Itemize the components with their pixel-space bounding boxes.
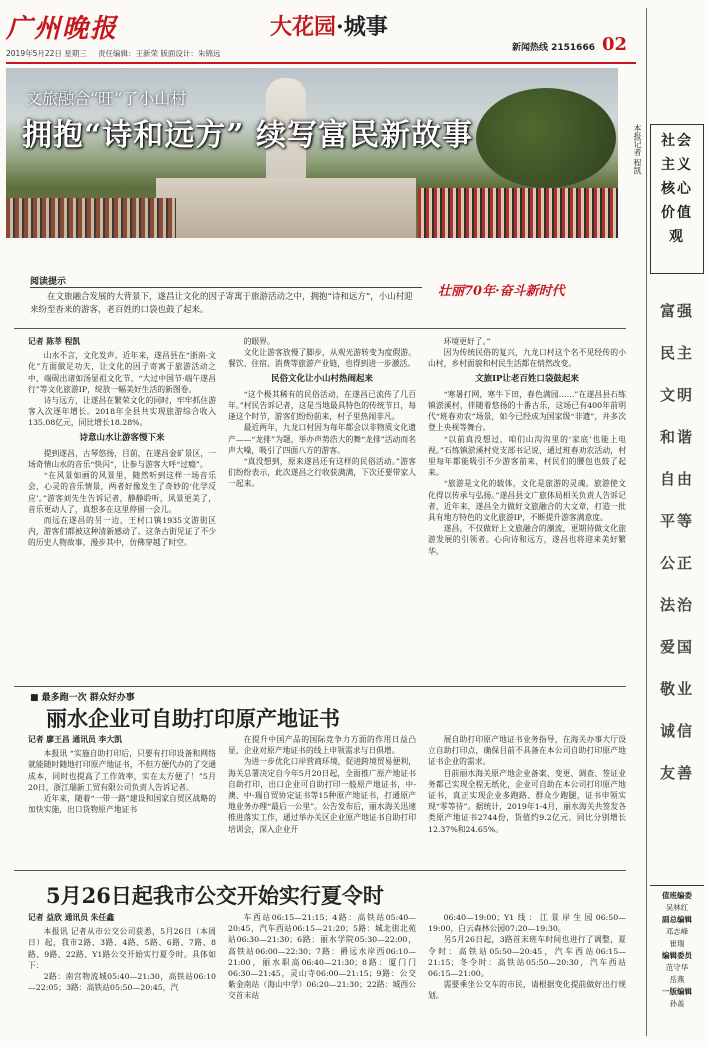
article1-subhead: 诗意山水让游客慢下来: [79, 432, 165, 443]
stage-shape: [156, 178, 416, 238]
section-title: [270, 10, 388, 41]
core-values-title-line: 社会主义: [661, 133, 693, 173]
core-values-list: [650, 290, 704, 794]
article2-para: 目前丽水海关原产地企业备案、变更、调查、签证业务都已实现全程无纸化，企业可自助在本公司打印原产地证书，真正实现企业多跑路、群众少跑腿，证书申领实现“零等待”。据统计，2019年1-4月，丽水海关共签发各类原产地证书2744份，货值约9.2亿元，同比分别增长12.37%和24.65%。: [428, 768, 626, 834]
core-values-box: [650, 124, 704, 274]
article2-kicker: ■ 最多跑一次 群众好办事: [30, 693, 135, 703]
article2-para: 近年来，随着“一带一路”建设和国家自贸区战略的加快实施，出口货物原产地证书: [28, 794, 216, 815]
duty-editor-line: 编辑委员: [662, 951, 692, 960]
crowd-right-shape: [418, 188, 618, 238]
section-title-a: 大花园: [270, 14, 337, 40]
core-value: 爱国: [659, 638, 694, 656]
article3-col2: [228, 912, 416, 1040]
article1-col2: [228, 336, 416, 682]
hero-byline: 本报记者 程凯: [633, 124, 642, 175]
article3-para: 06:40—19:00；Y1线：江景岸生园06:50—19:00，白云森林公园07:20—19:30。: [428, 913, 626, 934]
hero-headline: 拥抱“诗和远方” 续写富民新故事: [22, 118, 473, 153]
core-value: 文明: [659, 386, 694, 404]
core-value: 友善: [659, 764, 694, 782]
digest-text: 在文旅融合发展的大背景下，遂昌让文化的因子寄寓于旅游活动之中，拥抱“诗和远方”，小山村迎来纷至沓来的游客，老百姓的口袋也鼓了起来。: [30, 292, 413, 315]
tree-shape: [476, 88, 616, 188]
core-value: 自由: [659, 470, 694, 488]
divider: [14, 686, 626, 687]
duty-editor-line: 值班编委: [662, 891, 692, 900]
core-values-title-line: 核心: [661, 181, 693, 197]
article2-byline: 记者 廖王昌 通讯员 李大凯: [28, 735, 122, 744]
article1-byline: 记者 陈莘 程凯: [28, 337, 81, 346]
article3-para: 车西站06:15—21:15；4路：高铁站05:40—20:45，汽车西站06:15—21:20；5路：城北街北苑站06:30—21:30；6路：丽水学院05:30—22:00，高铁站06:00—22:30；7路：爵远水岸西06:10—21:00，丽水职高06:40—21:30；8路：厦门门06:30—21:45，灵山寺06:00—21:15；9路：公交紫金南站（海山中学）06:20—21:30；22路：城西公交首末站: [228, 913, 416, 1001]
section-title-b: 城事: [343, 14, 388, 40]
article1-subhead: 文旅IP让老百姓口袋鼓起来: [475, 373, 579, 384]
article3-col1: [28, 912, 216, 1040]
duty-editors: [650, 885, 704, 1010]
article2-col2: [228, 734, 416, 866]
article1-para: “这个极其稀有的民俗活动，在遂昌已流传了几百年。”村民告诉记者，这是当地最具特色的传统节日，每逢这个时节，游客们纷纷前来，村子里热闹非凡。: [228, 389, 416, 422]
core-value: 敬业: [659, 680, 694, 698]
article1-para: 环境更好了。”: [443, 337, 491, 346]
core-values-title: [655, 129, 699, 249]
core-value: 和谐: [659, 428, 694, 446]
article2-col1: [28, 734, 216, 866]
core-values-title-line: 价值观: [661, 205, 693, 245]
crowd-left-shape: [6, 198, 176, 238]
article1-para: 文化让游客放慢了脚步，从观光游转变为度假游。餐饮、住宿、消费等旅游产业链，也得到进一步激活。: [228, 348, 416, 369]
article2-para: 在提升中国产品的国际竞争力方面的作用日益凸显，企业对原产地证书的线上申领需求与日俱增。: [228, 735, 416, 756]
duty-editor-line: 范守华: [665, 963, 689, 972]
article3-para: 2路：南宫物流城05:40—21:30，高铁站06:10—22:05；3路：高铁站05:50—20:45，汽: [28, 972, 216, 993]
core-value: 法治: [659, 596, 694, 614]
article3-para: 另5月26日起，3路首末班车时间也进行了调整，夏令时：高铁站05:50—20:45，汽车西站06:15—21:15；冬令时：高铁站05:50—20:30，汽车西站06:15—21:00。: [428, 935, 626, 979]
core-value: 民主: [659, 344, 694, 362]
article2-kicker-text: 最多跑一次 群众好办事: [41, 693, 135, 703]
page-number: 02: [602, 34, 628, 55]
article2-para: 本报讯 “实施自助打印后，只要有打印设备和网络就能随时随地打印原产地证书，不但方便代办的了交通成本，同时也提高了工作效率，实在太方便了！”5月20日，浙江瑞新工贸有限公司负责人告诉记者。: [28, 749, 216, 792]
article1-para: “在风景如画的风景里，随然听到这样一场音乐会，心灵的音乐情景，两者好像发生了奇妙的‘化学反应’。”游客刘先生告诉记者，静静聆听，风景更美了，音乐更动人了，真想多在这里停留一会儿。: [28, 471, 216, 514]
article1-para: 的眼界。: [243, 337, 275, 346]
article1-para: 山水不言，文化发声。近年来，遂昌县在“浙南·文化”方面做足功夫，让文化的因子寄寓于旅游活动之中，端砚出诸如汤显祖文化节、“大过中国节·端午遂昌行”等文化旅游IP，绽放一幅美好生活的新图卷。: [28, 351, 216, 394]
news-hotline: 新闻热线 2151666: [512, 43, 595, 53]
article1-col3: [428, 336, 626, 682]
article3-headline: 5月26日起我市公交开始实行夏令时: [46, 883, 384, 908]
section-title-sep: ·: [336, 14, 344, 40]
anniversary-slogan: 壮丽70年·奋斗新时代: [438, 284, 565, 299]
core-value: 公正: [659, 554, 694, 572]
article1-para: 而远在遂昌的另一边，王村口镇1935文游街区内，游客们都被这种清新感动了。这条古街见证了不少的历史人物故事，漫步其中，仿佛穿越了时空。: [28, 516, 216, 548]
article1-para: 最近两年，九龙口村因为每年都会以非物质文化遗产——“龙排”为题，举办声势浩大的舞“龙排”活动而名声大噪，吸引了四面八方的游客。: [228, 423, 416, 455]
digest-label: 阅读提示: [30, 277, 67, 287]
duty-editor-line: 岳燕: [669, 975, 685, 984]
article1-para: “旅游是文化的载体，文化是旅游的灵魂。旅游使文化得以传承与弘扬。”遂昌县文广旅体局相关负责人告诉记者，近年来，遂昌全力做好文旅融合的大文章，打造一批具有地方特色的文化旅游IP，不断提升游客满意度。: [428, 479, 626, 523]
article1-para: 遂昌，不仅做好上文旅融合的潮流，更期待做文化旅游发展的引领者。心向诗和远方，遂昌也将迎来美好繁华。: [428, 524, 626, 556]
newspaper-logo: 广州晚报: [6, 14, 119, 44]
article2-col3: [428, 734, 626, 866]
duty-editor-line: 副总编辑: [662, 915, 692, 924]
masthead-rule: [6, 62, 636, 64]
article2-para: 展自助打印原产地证书业务指导，在海关办事大厅设立自助打印点，确保目前不具备在本公司自助打印原产地证书企业的需求。: [428, 735, 626, 767]
article2-para: 为进一步优化口岸营商环境，促进跨境贸易便利，海关总署决定自今年5月20日起，全面推广原产地证书自助打印，出口企业可自助打印一般原产地证书，中-澳、中-瑞自贸协定证书等15种原产地证书，打通原产地业务办理“最后一公里”。公告发布后，丽水海关迅速推进落实工作，通过举办关区企业原产地证书自助打印培训会，深入企业开: [228, 757, 416, 834]
page-editors: 责任编辑：王新荣 版面设计：朱锦远: [98, 49, 221, 58]
dateline: 2019年5月22日 星期三: [6, 49, 87, 58]
article1-para: 提到遂昌，古琴悠扬，目前，在遂昌金矿景区，一场奇情山水的音乐“快闪”，让参与游客大呼“过瘾”。: [28, 448, 216, 470]
article1-para: 因为传统民俗的复兴，九龙口村这个名不见经传的小山村，乡村面貌和村民生活都在悄然改变。: [428, 348, 626, 369]
hero-kicker: 文旅融合“旺”了小山村: [26, 89, 187, 108]
article1-para: “真没想到，原来遂昌还有这样的民俗活动。”游客们纷纷表示，此次遂昌之行收获满满，下次还要带家人一起来。: [228, 457, 416, 489]
article1-para: “以前真没想过，咱们山沟沟里的‘家底’也能上电视。”石练镇淤溪村党支部书记说，通过班春劝农活动，村里每年都能吸引不少游客前来，村民们的腰包也鼓了起来。: [428, 434, 626, 478]
article3-col3: [428, 912, 626, 1040]
divider: [14, 870, 626, 871]
core-value: 富强: [659, 302, 694, 320]
article1-para: 诗与远方，让遂昌在繁荣文化的同时，牢牢抓住游客入次逐年增长。2018年全县共实现旅游综合收入135.08亿元，同比增长18.28%。: [28, 396, 216, 428]
duty-editor-line: 孙盖: [669, 999, 685, 1008]
article1-col1: [28, 336, 216, 682]
article2-headline: 丽水企业可自助打印原产地证书: [46, 706, 340, 731]
divider: [14, 328, 626, 329]
duty-editor-line: 崔瑞: [669, 939, 685, 948]
duty-editor-line: 邓志峰: [665, 927, 689, 936]
core-value: 平等: [659, 512, 694, 530]
digest-rule: [30, 287, 422, 288]
article3-para: 需要乘坐公交车的市民，请根据变化提前做好出行规划。: [428, 980, 626, 1001]
duty-editor-line: 一版编辑: [662, 987, 692, 996]
article1-para: “寒暑打网，寒牛下田，春色满园……”在遂昌县石练镇淤溪村，伴随着悠扬的十番古乐，这场已有400年前明代“班春劝农”场景，如今已经成为国家级“非遗”，并多次登上央视等舞台。: [428, 389, 626, 433]
article3-para: 本报讯 记者从市公交公司获悉，5月26日（本周日）起，我市2路、3路、4路、5路、6路、7路、8路、9路、22路、Y1路公交开始实行夏令时。具体如下：: [28, 927, 216, 970]
masthead: [0, 0, 642, 62]
duty-editor-line: 吴林红: [665, 903, 689, 912]
article1-subhead: 民俗文化让小山村热闹起来: [270, 373, 373, 384]
article3-byline: 记者 益欣 通讯员 朱任鑫: [28, 913, 115, 922]
core-value: 诚信: [659, 722, 694, 740]
